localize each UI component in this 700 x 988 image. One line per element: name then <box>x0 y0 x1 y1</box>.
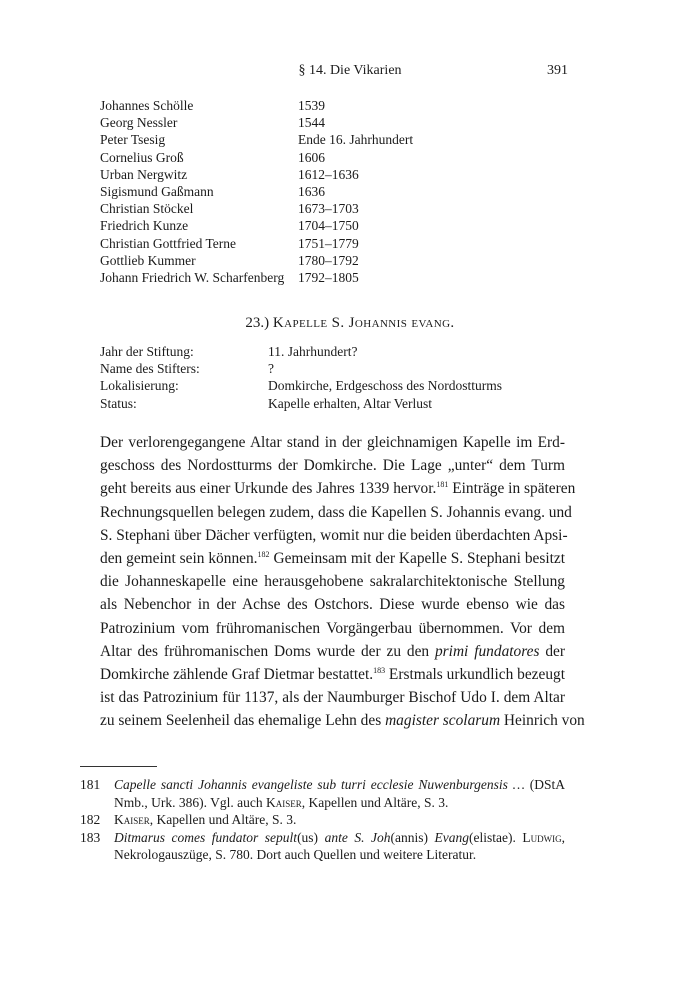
metadata-label: Lokalisierung: <box>100 378 179 394</box>
text-run: Altar des frühromanischen Doms wurde der zu den <box>100 642 435 660</box>
italic-run: ante S. Joh <box>324 829 391 845</box>
metadata-label: Jahr der Stiftung: <box>100 344 194 359</box>
italic-run: primi fundatores <box>434 642 540 660</box>
italic-run: Evang <box>434 829 469 845</box>
text-run: (us) <box>297 829 325 845</box>
vicar-row <box>100 252 413 269</box>
footnote-text <box>114 776 565 811</box>
footnote-ref-182[interactable]: 182 <box>257 549 270 559</box>
text-run: die Johanneskapelle eine herausgehobene sakralarchitektonische Stellung <box>100 573 565 591</box>
vicar-name: Christian Gottfried Terne <box>100 235 237 251</box>
metadata-value: ? <box>268 361 274 377</box>
vicar-name: Urban Nergwitz <box>100 166 188 182</box>
text-run: S. Stephani über Dächer verfügten, womit nur die beiden überdachten Apsi- <box>100 526 568 544</box>
page-number: 391 <box>547 63 568 78</box>
vicar-name: Johannes Schölle <box>100 98 194 113</box>
vicar-date: 1636 <box>298 184 325 200</box>
metadata-label: Status: <box>100 395 137 411</box>
text-run: den gemeint sein können. <box>100 549 258 567</box>
text-run: , Kapellen und Altäre, S. 3. <box>149 812 297 827</box>
metadata-label: Name des Stifters: <box>100 361 200 377</box>
text-line <box>100 547 565 570</box>
section-title: Kapelle S. Johannis evang. <box>272 315 455 331</box>
text-line <box>100 593 565 616</box>
metadata-value: Kapelle erhalten, Altar Verlust <box>268 395 432 411</box>
running-head-title: § 14. Die Vikarien <box>298 63 402 78</box>
italic-run: magister scolarum <box>385 712 501 730</box>
footnote-line <box>114 846 565 864</box>
section-heading <box>0 315 700 332</box>
vicar-row <box>100 269 413 286</box>
footnote-number: 183 <box>80 829 101 845</box>
vicar-date: 1780–1792 <box>298 252 359 268</box>
body-paragraph <box>100 431 585 732</box>
text-run: Domkirche zählende Graf Dietmar bestattet. <box>100 665 374 683</box>
text-line <box>100 663 565 686</box>
text-run: (annis) <box>390 829 435 845</box>
vicar-row <box>100 166 413 183</box>
vicar-row <box>100 131 413 148</box>
vicar-name: Johann Friedrich W. Scharfenberg <box>100 270 285 286</box>
vicar-date: 1606 <box>298 149 325 165</box>
footnote-182 <box>80 811 565 829</box>
text-run: Patrozinium vom frühromanischen Vorgängerbau übernommen. Vor dem <box>100 619 565 637</box>
text-run: , <box>561 829 565 845</box>
section-number: 23.) <box>245 315 270 331</box>
footnote-line <box>114 794 565 812</box>
text-run: Erstmals urkundlich bezeugt <box>385 665 566 683</box>
metadata-row <box>100 395 502 412</box>
vicar-row <box>100 149 413 166</box>
vicar-date: Ende 16. Jahrhundert <box>298 132 414 148</box>
vicar-date: 1751–1779 <box>298 235 359 251</box>
italic-run: Capelle sancti Johannis evangeliste sub turri ecclesie Nuwenburgensis … <box>114 777 525 792</box>
vicar-name: Georg Nessler <box>100 115 178 131</box>
text-run: ist das Patrozinium für 1137, als der Naumburger Bischof Udo I. dem Altar <box>100 689 565 707</box>
metadata-value: Domkirche, Erdgeschoss des Nordostturms <box>268 378 502 394</box>
footnote-line <box>114 776 565 794</box>
footnote-number: 181 <box>80 777 101 792</box>
text-run: der <box>539 642 566 660</box>
text-line <box>100 570 565 593</box>
metadata-row <box>100 343 502 360</box>
text-line <box>100 686 565 709</box>
text-run: Rechnungsquellen belegen zudem, dass die Kapellen S. Johannis evang. und <box>100 503 572 521</box>
text-run: zu seinem Seelenheil das ehemalige Lehn des <box>100 712 386 730</box>
text-run: Der verlorengegangene Altar stand in der gleichnamigen Kapelle im Erd- <box>100 434 565 451</box>
metadata-row <box>100 360 502 377</box>
footnote-183 <box>80 829 565 864</box>
vicar-date: 1612–1636 <box>298 166 359 182</box>
text-run: (DStA <box>524 777 565 792</box>
text-line <box>100 617 565 640</box>
footnote-line <box>114 811 565 829</box>
vicar-date: 1673–1703 <box>298 201 359 217</box>
footnote-text <box>114 829 565 864</box>
footnote-ref-181[interactable]: 181 <box>436 480 449 490</box>
vicar-name: Sigismund Gaßmann <box>100 184 214 200</box>
vicar-row <box>100 97 413 114</box>
text-line <box>100 501 572 524</box>
vicar-row <box>100 217 413 234</box>
metadata-value: 11. Jahrhundert? <box>268 344 358 359</box>
footnote-line <box>114 829 565 847</box>
vicar-name: Gottlieb Kummer <box>100 252 196 268</box>
text-line <box>100 454 565 477</box>
author-name: Kaiser <box>114 812 150 827</box>
vicar-row <box>100 200 413 217</box>
footnote-text <box>114 811 565 829</box>
text-run: Nekrologauszüge, S. 780. Dort auch Quellen und weitere Literatur. <box>114 847 477 862</box>
vicar-row <box>100 235 413 252</box>
text-line <box>100 640 565 663</box>
text-line <box>100 431 565 454</box>
vicar-row <box>100 114 413 131</box>
vicar-name: Friedrich Kunze <box>100 218 189 234</box>
text-line <box>100 524 568 547</box>
italic-run: Ditmarus comes fundator sepult <box>114 829 298 845</box>
running-head <box>0 63 700 83</box>
footnote-number: 182 <box>80 812 101 827</box>
author-name: Ludwig <box>522 829 562 845</box>
text-run: (elistae). <box>469 829 523 845</box>
text-run: Einträge in späteren <box>448 480 576 498</box>
vicar-list <box>100 97 413 286</box>
vicar-name: Cornelius Groß <box>100 149 184 165</box>
vicar-date: 1704–1750 <box>298 218 359 234</box>
vicar-row <box>100 183 413 200</box>
text-line <box>100 709 585 732</box>
text-run: , Kapellen und Altäre, S. 3. <box>301 794 449 810</box>
text-run: Heinrich von <box>500 712 585 730</box>
text-run: Nmb., Urk. 386). Vgl. auch <box>114 794 266 810</box>
text-run: geht bereits aus einer Urkunde des Jahres 1339 hervor. <box>100 480 437 498</box>
metadata-row <box>100 377 502 394</box>
footnote-divider <box>80 766 157 767</box>
vicar-date: 1544 <box>298 115 325 131</box>
text-run: als Nebenchor in der Achse des Ostchors. Diese wurde ebenso wie das <box>100 596 565 614</box>
vicar-name: Christian Stöckel <box>100 201 194 217</box>
altar-metadata <box>100 343 502 412</box>
footnote-181 <box>80 776 565 811</box>
author-name: Kaiser <box>265 794 302 810</box>
footnote-ref-183[interactable]: 183 <box>373 665 386 675</box>
vicar-date: 1792–1805 <box>298 270 359 286</box>
text-run: Gemeinsam mit der Kapelle S. Stephani besitzt <box>269 549 565 567</box>
text-line <box>100 477 576 500</box>
footnotes <box>80 776 565 864</box>
vicar-date: 1539 <box>298 98 325 113</box>
text-run: geschoss des Nordostturms der Domkirche. Die Lage „unter“ dem Turm <box>100 457 565 475</box>
vicar-name: Peter Tsesig <box>100 132 166 148</box>
